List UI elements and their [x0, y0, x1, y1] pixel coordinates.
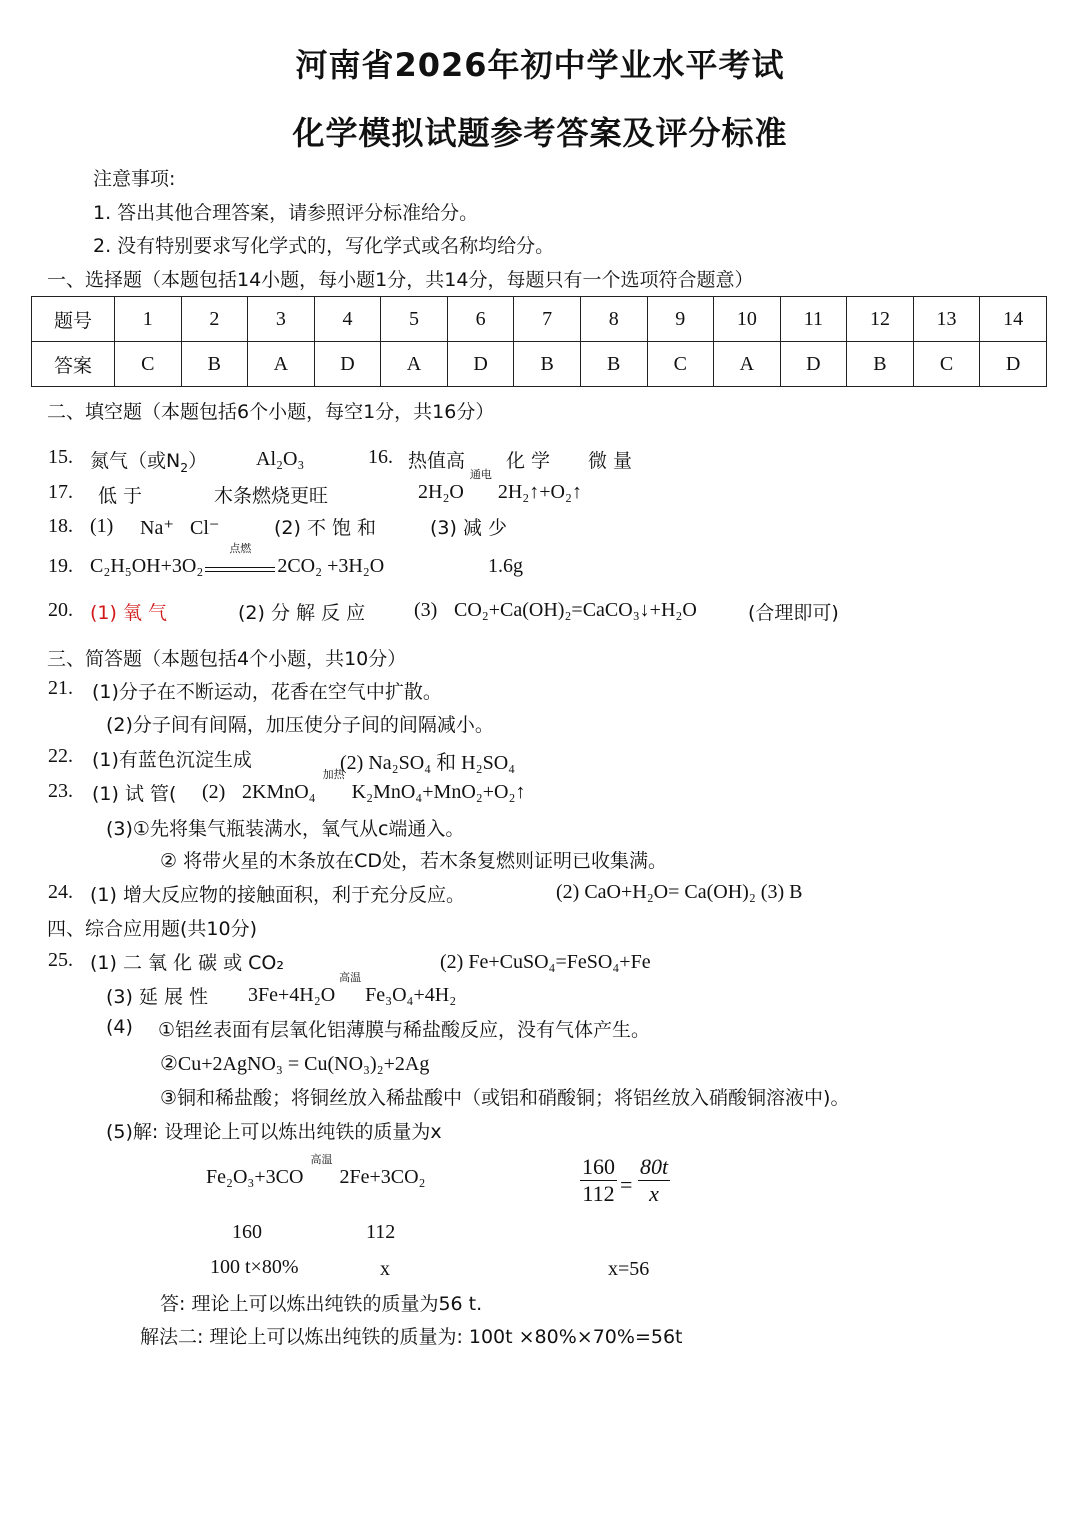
q15-answer-2: Al₂O₃	[256, 448, 305, 470]
table-row-numbers	[32, 297, 1047, 342]
ratio-1-b: 112	[366, 1221, 396, 1243]
table-cell: 4	[314, 297, 381, 342]
q25-answer-4-3: ③铜和稀盐酸；将铜丝放入稀盐酸中（或铝和硝酸铜；将铝丝放入硝酸铜溶液中)。	[160, 1087, 850, 1109]
q17-equation: 2H₂O 通电 2H₂↑+O₂↑	[418, 468, 582, 503]
table-cell: 3	[248, 297, 315, 342]
q16-answer-1: 热值高	[408, 450, 466, 472]
table-cell: 10	[714, 297, 781, 342]
q18-part-3: (3) 减 少	[430, 517, 507, 539]
q23-answer-1: (1) 试 管(	[92, 783, 177, 805]
q25-equation-3: 3Fe+4H₂O 高温 Fe₃O₄+4H₂	[248, 971, 457, 1006]
equals-sign: =	[620, 1172, 633, 1197]
q19-mass: 1.6g	[488, 555, 523, 577]
q15-number: 15.	[48, 446, 73, 468]
table-cell: D	[314, 342, 381, 387]
q22-answer-2: (2) Na₂SO₄ 和 H₂SO₄	[340, 752, 516, 774]
page-subtitle: 化学模拟试题参考答案及评分标准	[292, 114, 788, 152]
table-cell: 7	[514, 297, 581, 342]
q25-answer-5: (5)解: 设理论上可以炼出纯铁的质量为x	[106, 1121, 442, 1143]
alternative-solution: 解法二: 理论上可以炼出纯铁的质量为: 100t ×80%×70%=56t	[140, 1326, 683, 1348]
table-cell: A	[381, 342, 448, 387]
table-cell: 2	[181, 297, 248, 342]
q17-answer-1: 低 于	[98, 485, 143, 507]
q23-equation: 2KMnO₄ 加热 K₂MnO₄+MnO₂+O₂↑	[242, 768, 526, 803]
table-cell: C	[647, 342, 714, 387]
q19-equation: C₂H₅OH+3O₂ 点燃 2CO₂ +3H₂O	[90, 542, 385, 577]
table-cell: C	[115, 342, 182, 387]
table-cell: D	[447, 342, 514, 387]
table-cell: 1	[115, 297, 182, 342]
q20-number: 20.	[48, 599, 73, 621]
q25-calc-equation: Fe₂O₃+3CO 高温 2Fe+3CO₂	[206, 1153, 426, 1188]
q17-number: 17.	[48, 481, 73, 503]
table-cell: D	[780, 342, 847, 387]
table-cell: B	[181, 342, 248, 387]
q25-answer-4-1: ①铝丝表面有层氧化铝薄膜与稀盐酸反应，没有气体产生。	[158, 1019, 651, 1041]
page-title: 河南省2026年初中学业水平考试	[295, 46, 785, 84]
q23-part-2-label: (2)	[202, 781, 226, 803]
q21-number: 21.	[48, 677, 73, 699]
q19-number: 19.	[48, 555, 73, 577]
q18-number: 18.	[48, 515, 73, 537]
q20-part-1: (1) 氧 气	[90, 602, 167, 624]
q20-equation: CO₂+Ca(OH)₂=CaCO₃↓+H₂O	[454, 599, 697, 621]
table-cell: A	[714, 342, 781, 387]
q16-answer-2: 化 学	[506, 450, 551, 472]
table-cell: 13	[913, 297, 980, 342]
q16-number: 16.	[368, 446, 393, 468]
table-cell: 12	[847, 297, 914, 342]
q23-answer-4: ② 将带火星的木条放在CD处，若木条复燃则证明已收集满。	[160, 850, 667, 872]
q23-number: 23.	[48, 780, 73, 802]
table-header-number: 题号	[32, 297, 115, 342]
q24-number: 24.	[48, 881, 73, 903]
table-cell: 11	[780, 297, 847, 342]
ratio-2-a: 100 t×80%	[210, 1256, 299, 1278]
q24-answer-2: (2) CaO+H₂O= Ca(OH)₂ (3) B	[556, 881, 803, 903]
q21-answer-1: (1)分子在不断运动，花香在空气中扩散。	[92, 681, 442, 703]
q25-number: 25.	[48, 949, 73, 971]
table-cell: 8	[580, 297, 647, 342]
q20-note: (合理即可)	[748, 602, 839, 624]
section-4-heading: 四、综合应用题(共10分)	[47, 918, 258, 940]
q16-answer-3: 微 量	[588, 450, 633, 472]
table-cell: D	[980, 342, 1047, 387]
q25-answer-1: (1) 二 氧 化 碳 或 CO₂	[90, 952, 284, 974]
table-cell: A	[248, 342, 315, 387]
note-item-2: 2. 没有特别要求写化学式的，写化学式或名称均给分。	[93, 235, 555, 257]
q17-answer-2: 木条燃烧更旺	[214, 485, 329, 507]
q24-answer-1: (1) 增大反应物的接触面积，利于充分反应。	[90, 884, 465, 906]
table-cell: C	[913, 342, 980, 387]
result: x=56	[608, 1258, 650, 1280]
table-row-answers	[32, 342, 1047, 387]
table-cell: 6	[447, 297, 514, 342]
table-cell: B	[847, 342, 914, 387]
table-cell: B	[580, 342, 647, 387]
table-cell: B	[514, 342, 581, 387]
q22-number: 22.	[48, 745, 73, 767]
q21-answer-2: (2)分子间有间隔，加压使分子间的间隔减小。	[106, 714, 494, 736]
section-1-heading: 一、选择题（本题包括14小题，每小题1分，共14分，每题只有一个选项符合题意）	[47, 269, 754, 291]
fraction-left: $\frac{160}{112}$	[582, 1154, 615, 1206]
ratio-1-a: 160	[232, 1221, 262, 1243]
final-answer: 答: 理论上可以炼出纯铁的质量为56 t.	[160, 1293, 483, 1315]
table-cell: 5	[381, 297, 448, 342]
notes-heading: 注意事项:	[93, 168, 176, 190]
q25-answer-4-2: ②Cu+2AgNO₃ = Cu(NO₃)₂+2Ag	[160, 1053, 430, 1075]
q18-ion-1: Na⁺	[140, 517, 174, 539]
table-header-answer: 答案	[32, 342, 115, 387]
ratio-2-b: x	[380, 1258, 390, 1280]
fraction-right: $\frac{80t}{x}$	[640, 1154, 669, 1206]
section-2-heading: 二、填空题（本题包括6个小题，每空1分，共16分）	[47, 401, 495, 423]
q20-part-3-label: (3)	[414, 599, 438, 621]
q25-part-4-label: (4)	[106, 1016, 133, 1038]
answer-table	[31, 296, 1047, 387]
q25-answer-2: (2) Fe+CuSO₄=FeSO₄+Fe	[440, 951, 651, 973]
q18-part-2: (2) 不 饱 和	[274, 517, 377, 539]
q18-part-1: (1)	[90, 515, 114, 537]
q20-part-2: (2) 分 解 反 应	[238, 602, 366, 624]
section-3-heading: 三、简答题（本题包括4个小题，共10分）	[47, 648, 407, 670]
q22-answer-1: (1)有蓝色沉淀生成	[92, 749, 252, 771]
table-cell: 14	[980, 297, 1047, 342]
note-item-1: 1. 答出其他合理答案，请参照评分标准给分。	[93, 202, 479, 224]
q15-answer-1: 氮气（或$N_2$）	[90, 450, 208, 475]
q23-answer-3: (3)①先将集气瓶装满水，氧气从c端通入。	[106, 818, 465, 840]
q18-ion-2: Cl⁻	[190, 517, 220, 539]
table-cell: 9	[647, 297, 714, 342]
q25-answer-3: (3) 延 展 性	[106, 986, 209, 1008]
